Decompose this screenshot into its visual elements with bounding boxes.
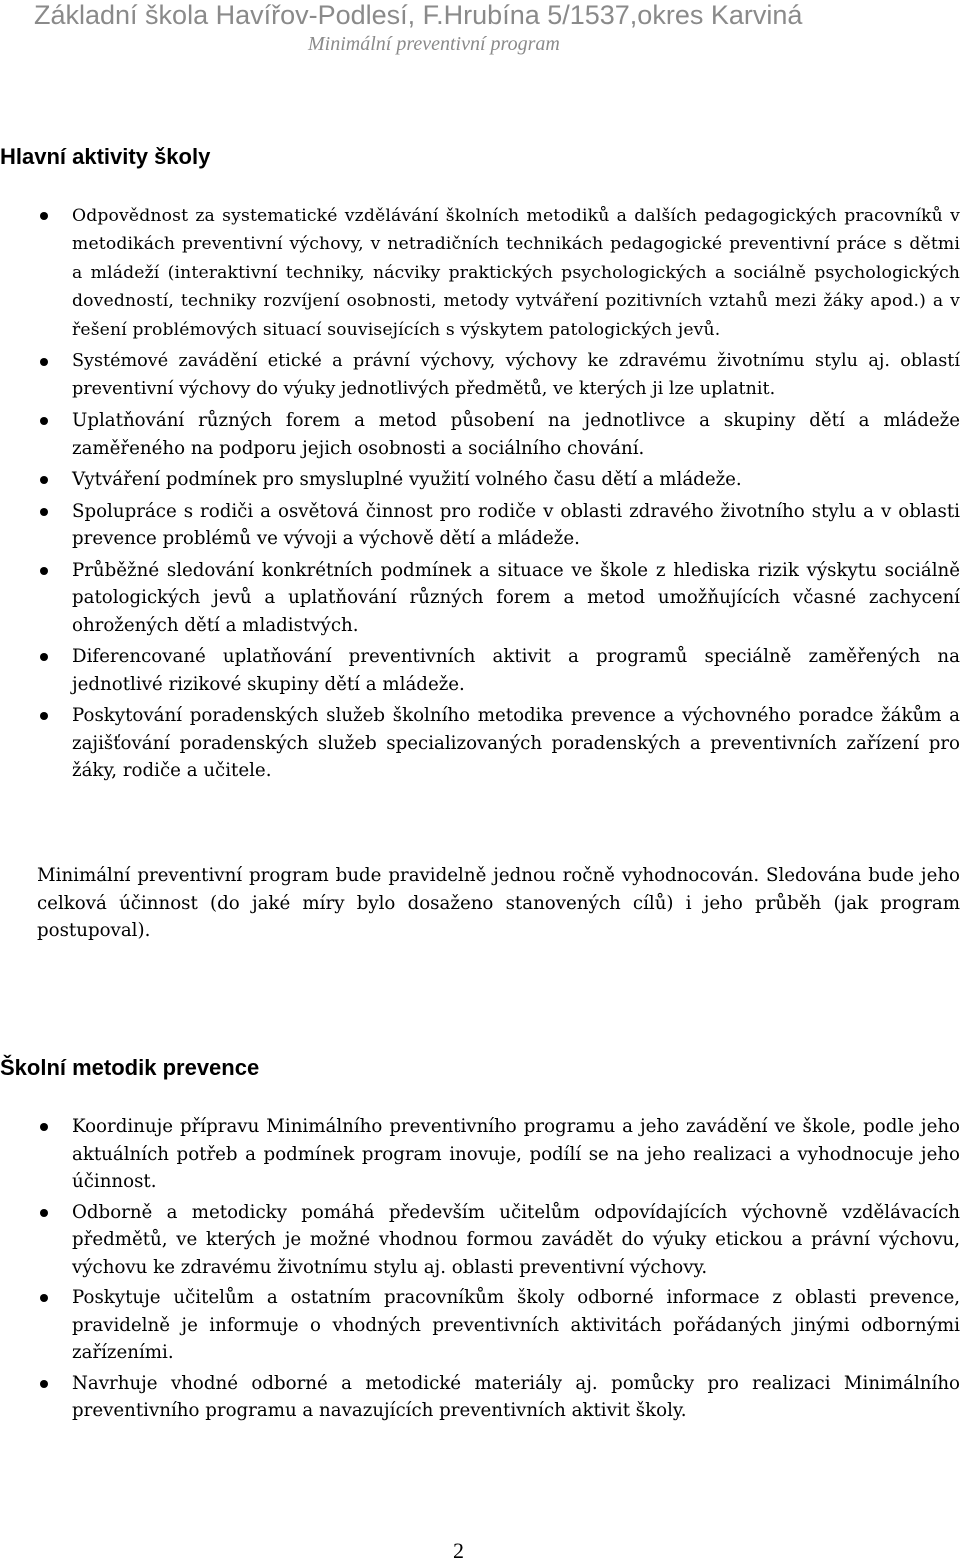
bullet-icon [40,712,48,720]
list-item [0,1284,960,1367]
list-item-text: Systémové zavádění etické a právní výchovy, výchovy ke zdravému životnímu stylu aj. oblastí preventivní výchovy do výuky jednotlivých předmětů, ve kterých ji lze uplatnit. [72,351,960,399]
header-document-title: Minimální preventivní program [308,33,560,55]
list-item-text: Navrhuje vhodné odborné a metodické materiály aj. pomůcky pro realizaci Minimálního preventivního programu a navazujících preventivních aktivit školy. [72,1372,960,1421]
list-item-text: Odpovědnost za systematické vzdělávání školních metodiků a dalších pedagogických pracovníků v metodikách preventivní výchovy, v netradičních technikách pedagogické preventivní práce s dětmi a mládeží (interaktivní techniky, nácviky praktických psychologických a sociálně psychologických dovedností, techniky rozvíjení osobnosti, metody vytváření pozitivních vztahů mezi žáky apod.) a v řešení problémových situací souvisejících s výskytem patologických jevů. [72,206,960,340]
list-item [0,1199,960,1282]
list-item-text: Odborně a metodicky pomáhá především učitelům odpovídajících výchovně vzdělávacích předmětů, ve kterých je možné vhodnou formou zavádět do výuky etickou a právní výchovu, výchovu ke zdravému životnímu stylu aj. oblasti preventivní výchovy. [72,1201,960,1278]
header-school-name: Základní škola Havířov-Podlesí, F.Hrubína 5/1537,okres Karviná [34,0,803,30]
evaluation-paragraph: Minimální preventivní program bude pravidelně jednou ročně vyhodnocován. Sledována bude jeho celková účinnost (do jaké míry bylo dosaženo stanovených cílů) i jeho průběh (jak program postupoval). [37,865,960,941]
list-item [0,407,960,462]
list-item [0,348,960,403]
bullet-icon [40,1209,48,1217]
list-item [0,202,960,344]
list-item [0,1113,960,1196]
section-heading-prevention-methodist: Školní metodik prevence [0,1055,260,1080]
list-item-text: Průběžné sledování konkrétních podmínek a situace ve škole z hlediska rizik výskytu sociálně patologických jevů a uplatňování různých forem a metod umožňujících včasné zachycení ohrožených dětí a mladistvých. [72,559,960,636]
list-item-text: Uplatňování různých forem a metod působení na jednotlivce a skupiny dětí a mládeže zaměřeného na podporu jejich osobnosti a sociálního chování. [72,410,960,459]
section-heading-main-activities: Hlavní aktivity školy [0,144,211,169]
bullet-icon [40,476,48,484]
page-number: 2 [453,1538,464,1563]
list-item-text: Poskytování poradenských služeb školního metodika prevence a výchovného poradce žákům a zajišťování poradenských služeb specializovaných poradenských a preventivních zařízení pro žáky, rodiče a učitele. [72,705,960,782]
list-item [0,466,960,494]
methodist-duties-list [0,1113,960,1428]
list-item [0,702,960,785]
bullet-icon [40,508,48,516]
bullet-icon [40,653,48,661]
bullet-icon [40,1380,48,1388]
list-item [0,557,960,640]
bullet-icon [40,417,48,425]
bullet-icon [40,1294,48,1302]
list-item-text: Vytváření podmínek pro smysluplné využití volného času dětí a mládeže. [72,469,742,491]
list-item-text: Poskytuje učitelům a ostatním pracovníkům školy odborné informace z oblasti prevence, pravidelně je informuje o vhodných preventivních aktivitách pořádaných jinými odbornými zařízeními. [72,1287,960,1363]
bullet-icon [40,1123,48,1131]
list-item [0,1370,960,1425]
list-item-text: Diferencované uplatňování preventivních aktivit a programů speciálně zaměřených na jednotlivé rizikové skupiny dětí a mládeže. [72,646,960,695]
list-item [0,643,960,698]
list-item-text: Koordinuje přípravu Minimálního preventivního programu a jeho zavádění ve škole, podle jeho aktuálních potřeb a podmínek program inovuje, podílí se na jeho realizaci a vyhodnocuje jeho účinnost. [72,1116,960,1192]
list-item [0,498,960,553]
bullet-icon [40,212,48,220]
bullet-icon [40,567,48,575]
list-item-text: Spolupráce s rodiči a osvětová činnost pro rodiče v oblasti zdravého životního stylu a v oblasti prevence problémů ve vývoji a výchově dětí a mládeže. [72,500,960,550]
bullet-icon [40,358,48,366]
main-activities-list [0,202,960,789]
